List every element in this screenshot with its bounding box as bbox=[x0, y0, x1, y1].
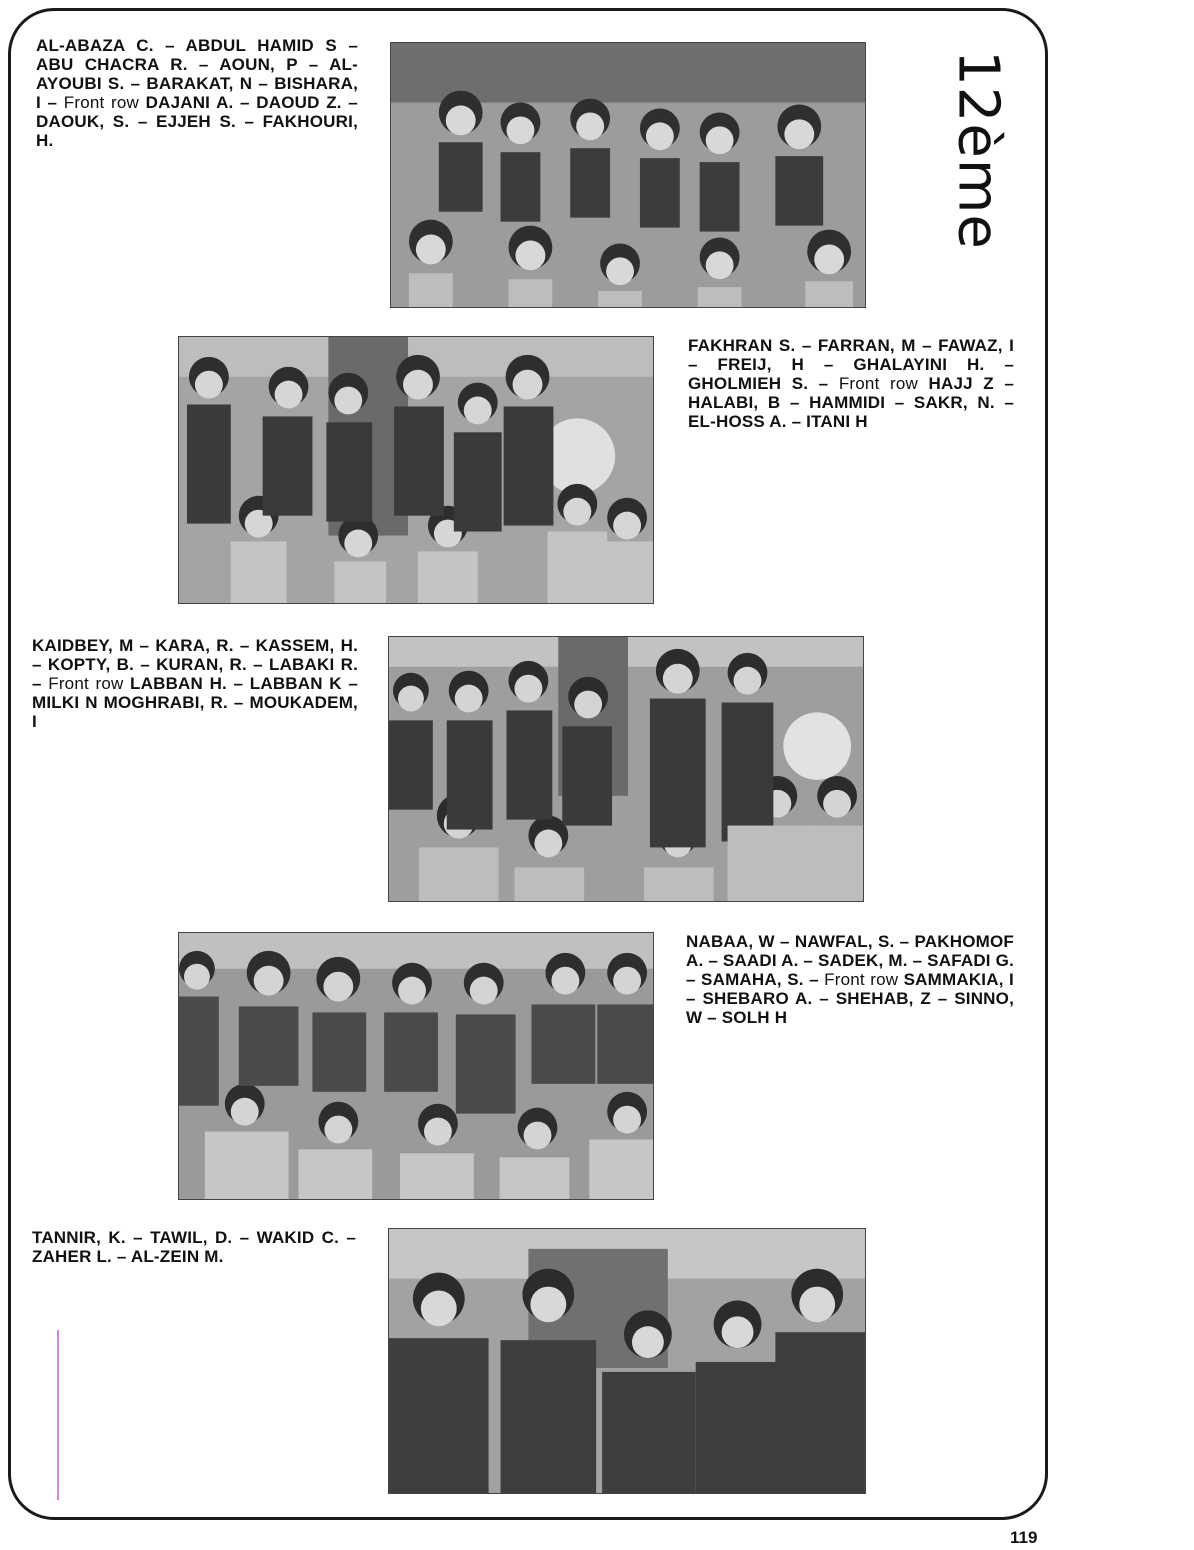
class-photo-2 bbox=[178, 336, 654, 604]
class-photo-1 bbox=[390, 42, 866, 308]
class-photo-5 bbox=[388, 1228, 866, 1494]
class-caption-4: NABAA, W – NAWFAL, S. – PAKHOMOF A. – SAADI A. – SADEK, M. – SAFADI G. – SAMAHA, S. – Front row SAMMAKIA, I – SHEBARO A. – SHEHAB, Z – SINNO, W – SOLH H bbox=[686, 932, 1014, 1027]
class-caption-5: TANNIR, K. – TAWIL, D. – WAKID C. – ZAHER L. – AL-ZEIN M. bbox=[32, 1228, 356, 1266]
class-caption-2: FAKHRAN S. – FARRAN, M – FAWAZ, I – FREIJ, H – GHALAYINI H. – GHOLMIEH S. – Front row HAJJ Z – HALABI, B – HAMMIDI – SAKR, N. – EL-HOSS A. – ITANI H bbox=[688, 336, 1014, 431]
class-caption-3: KAIDBEY, M – KARA, R. – KASSEM, H. – KOPTY, B. – KURAN, R. – LABAKI R. – Front row LABBAN H. – LABBAN K – MILKI N MOGHRABI, R. – MOUKADEM, I bbox=[32, 636, 358, 731]
section-label: 12ème bbox=[945, 50, 1011, 250]
class-photo-3 bbox=[388, 636, 864, 902]
page-number: 119 bbox=[1010, 1528, 1038, 1547]
margin-mark bbox=[57, 1330, 59, 1500]
class-caption-1: AL-ABAZA C. – ABDUL HAMID S – ABU CHACRA R. – AOUN, P – AL-AYOUBI S. – BARAKAT, N – BISHARA, I – Front row DAJANI A. – DAOUD Z. – DAOUK, S. – EJJEH S. – FAKHOURI, H. bbox=[36, 36, 358, 150]
class-photo-4 bbox=[178, 932, 654, 1200]
